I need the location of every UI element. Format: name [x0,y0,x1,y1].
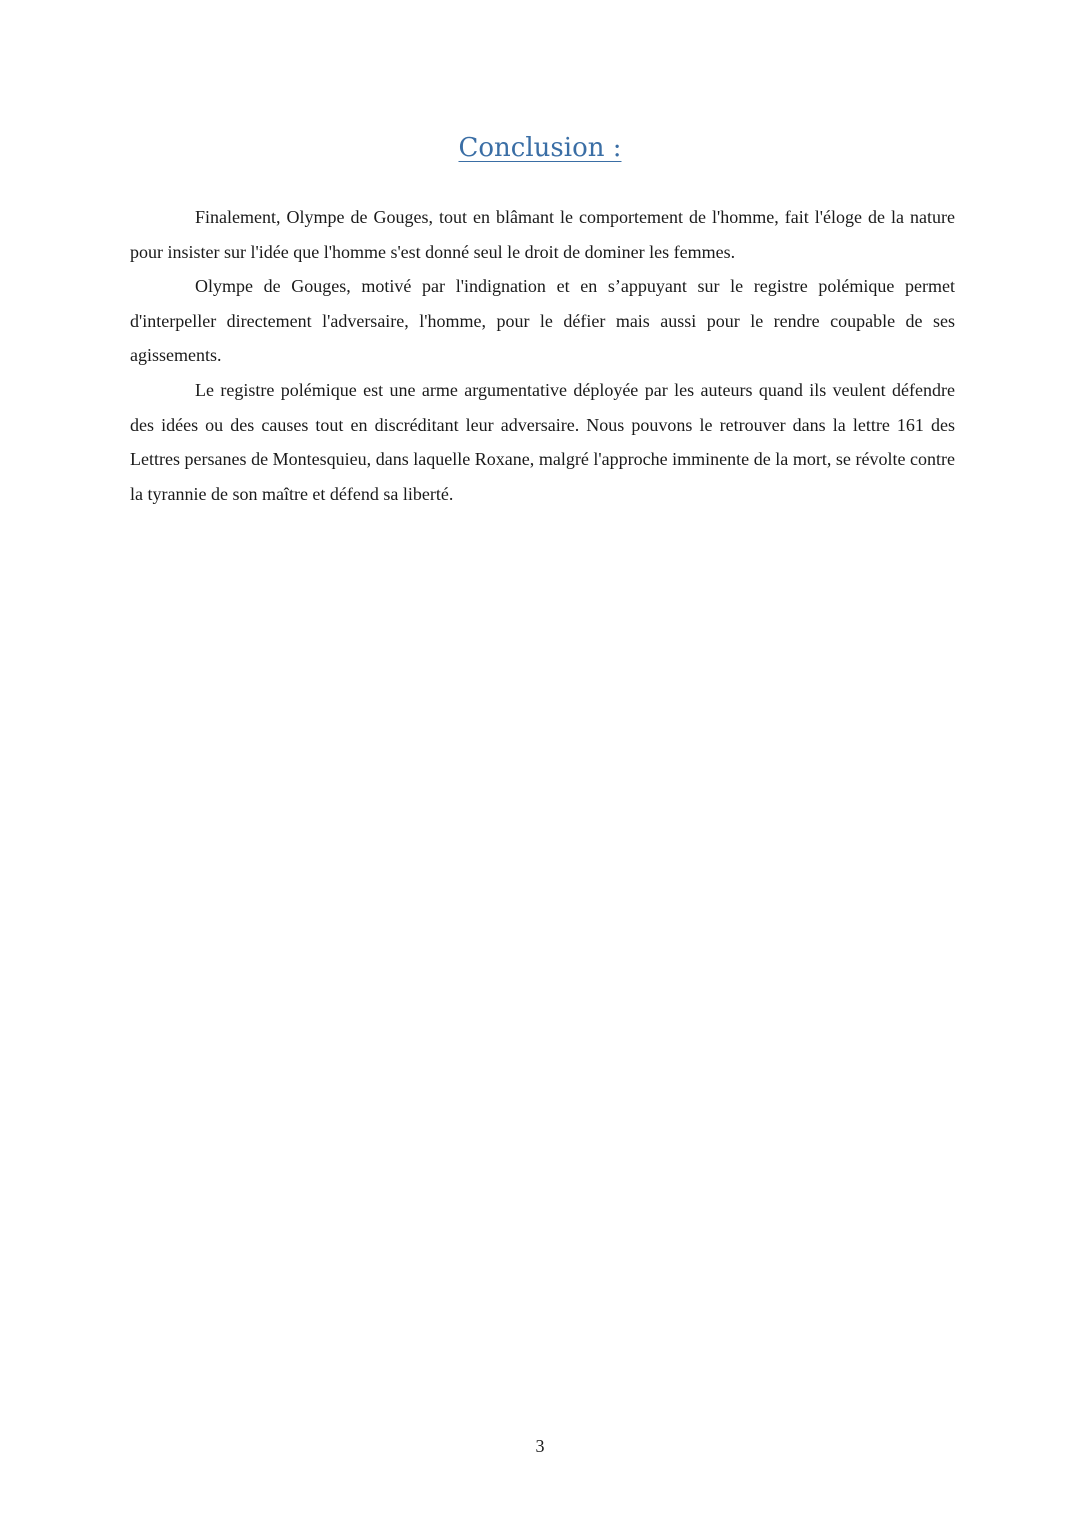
paragraph-3: Le registre polémique est une arme argumentative déployée par les auteurs quand ils veulent défendre des idées ou des causes tout en discréditant leur adversaire. Nous pouvons le retrouver dans la lettre 161 des Lettres persanes de Montesquieu, dans laquelle Roxane, malgré l'approche imminente de la mort, se révolte contre la tyrannie de son maître et défend sa liberté. [130,379,955,504]
page-number: 3 [535,1436,545,1456]
page-title: Conclusion : [458,133,622,163]
paragraph-1: Finalement, Olympe de Gouges, tout en blâmant le comportement de l'homme, fait l'éloge de la nature pour insister sur l'idée que l'homme s'est donné seul le droit de dominer les femmes. [130,207,955,262]
document-body [130,200,955,511]
paragraph-2: Olympe de Gouges, motivé par l'indignation et en s’appuyant sur le registre polémique permet d'interpeller directement l'adversaire, l'homme, pour le défier mais aussi pour le rendre coupable de ses agissements. [130,276,955,366]
